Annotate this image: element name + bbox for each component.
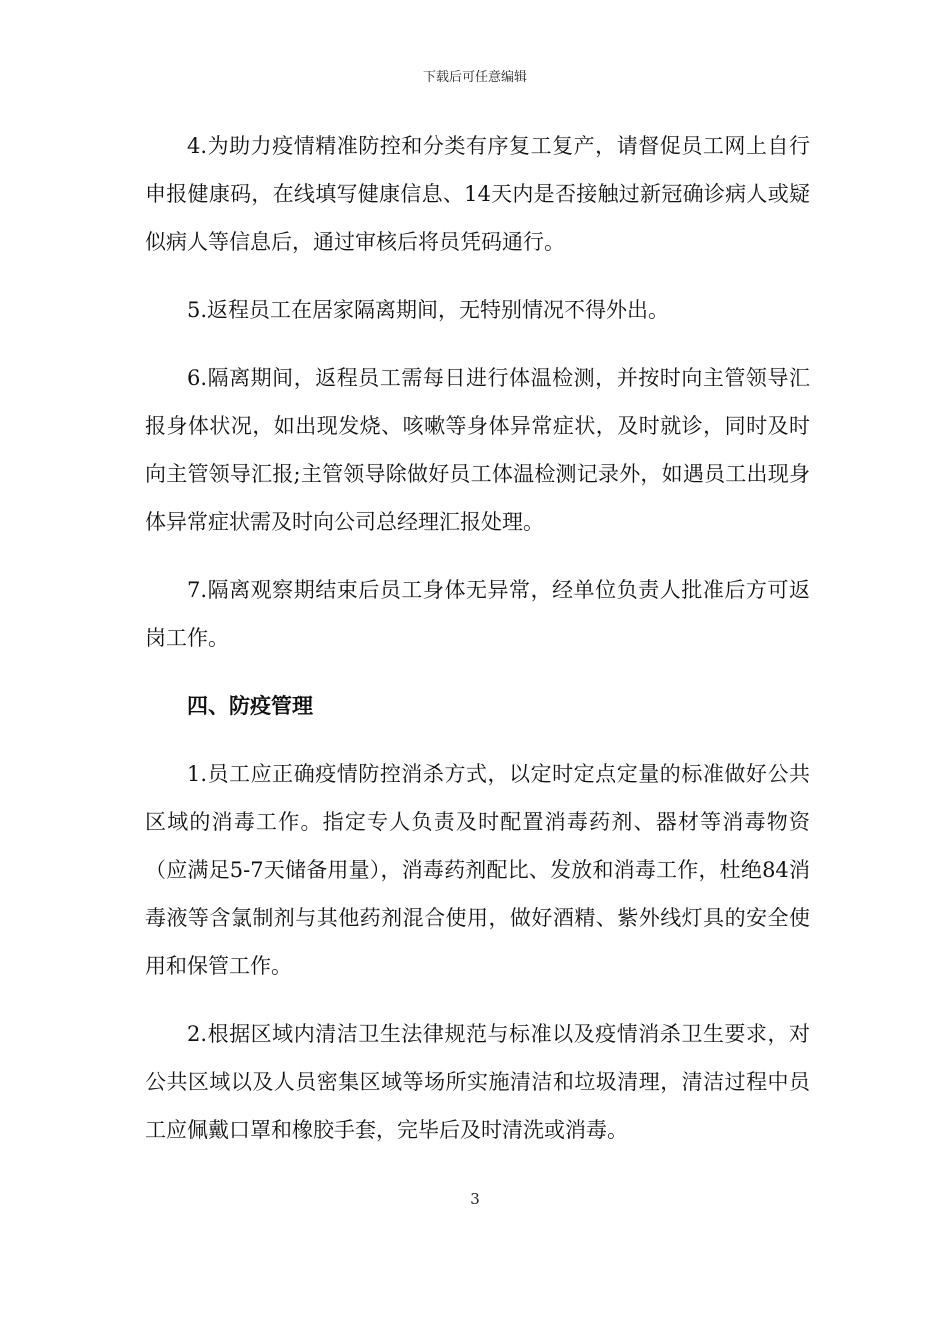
section-paragraph-2: 2.根据区域内清洁卫生法律规范与标准以及疫情消杀卫生要求，对公共区域以及人员密集区域等场所实施清洁和垃圾清理，清洁过程中员工应佩戴口罩和橡胶手套，完毕后及时清洗或消毒。	[145, 1022, 810, 1142]
document-body	[145, 122, 810, 1174]
paragraph-item-4: 4.为助力疫情精准防控和分类有序复工复产，请督促员工网上自行申报健康码，在线填写健康信息、14天内是否接触过新冠确诊病人或疑似病人等信息后，通过审核后将员凭码通行。	[145, 134, 810, 254]
section-heading: 四、防疫管理	[187, 694, 313, 718]
paragraph-item-7: 7.隔离观察期结束后员工身体无异常，经单位负责人批准后方可返岗工作。	[145, 578, 810, 650]
header-note: 下载后可任意编辑	[422, 70, 527, 85]
paragraph-item-6: 6.隔离期间，返程员工需每日进行体温检测，并按时向主管领导汇报身体状况，如出现发烧、咳嗽等身体异常症状，及时就诊，同时及时向主管领导汇报;主管领导除做好员工体温检测记录外，如遇员工出现身体异常症状需及时向公司总经理汇报处理。	[145, 366, 810, 534]
page-number: 3	[470, 1190, 480, 1208]
section-paragraph-1: 1.员工应正确疫情防控消杀方式，以定时定点定量的标准做好公共区域的消毒工作。指定专人负责及时配置消毒药剂、器材等消毒物资（应满足5-7天储备用量），消毒药剂配比、发放和消毒工作，杜绝84消毒液等含氯制剂与其他药剂混合使用，做好酒精、紫外线灯具的安全使用和保管工作。	[145, 762, 810, 978]
paragraph-item-5: 5.返程员工在居家隔离期间，无特别情况不得外出。	[187, 298, 670, 322]
